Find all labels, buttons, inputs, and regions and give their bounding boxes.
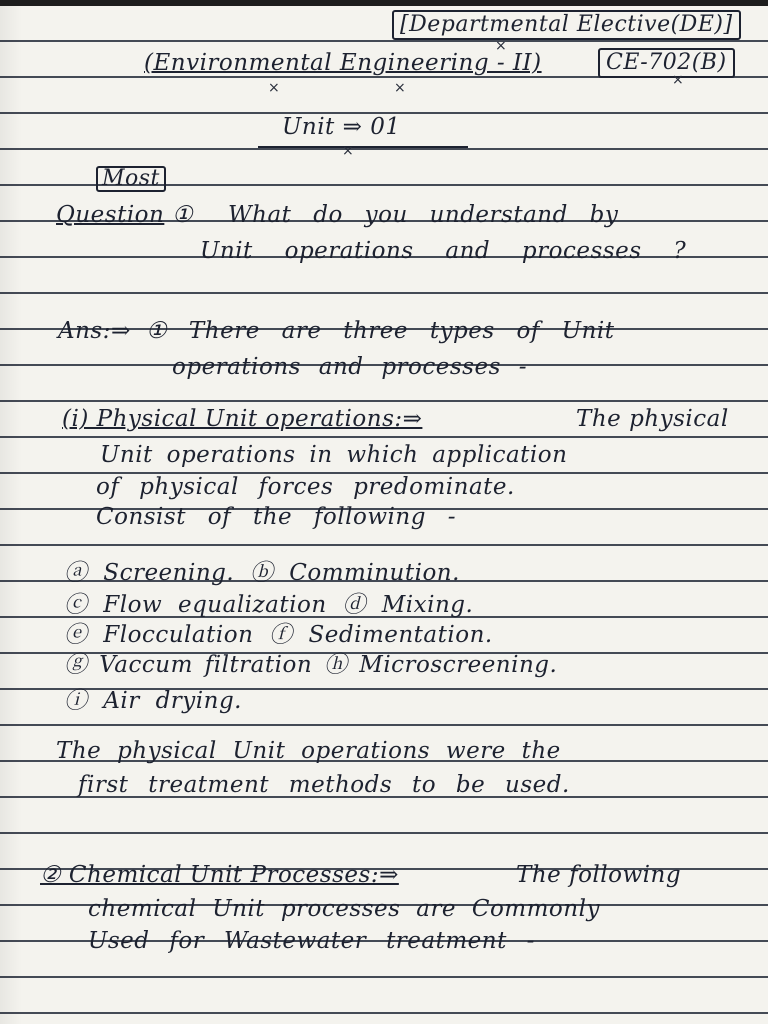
- cross-mark: ×: [268, 80, 280, 96]
- cross-mark: ×: [394, 80, 406, 96]
- most-tag: Most: [96, 166, 166, 192]
- list-item: ⓘ Air drying.: [64, 688, 242, 714]
- answer-label: Ans:⇒: [58, 318, 131, 344]
- list-item: ⓒ Flow equalization ⓓ Mixing.: [64, 592, 474, 618]
- cross-mark: ×: [672, 72, 684, 88]
- list-item: ⓖ Vaccum filtration ⓗ Microscreening.: [64, 652, 558, 678]
- department-label: [Departmental Elective(DE)]: [392, 10, 741, 40]
- chemical-heading-cont: The following: [516, 862, 682, 888]
- physical-heading-cont: The physical: [576, 406, 729, 432]
- course-title: (Environmental Engineering - II): [144, 50, 542, 76]
- physical-heading: (i) Physical Unit operations:⇒: [62, 406, 423, 432]
- physical-note-line-2: first treatment methods to be used.: [78, 772, 570, 798]
- chemical-heading: ② Chemical Unit Processes:⇒: [40, 862, 399, 888]
- unit-underline: [258, 146, 468, 148]
- question-line-2: Unit operations and processes ?: [200, 238, 687, 264]
- question-label: Question: [56, 202, 165, 228]
- course-code: CE-702(B): [598, 48, 735, 78]
- chemical-line-2: chemical Unit processes are Commonly: [88, 896, 600, 922]
- page-top-edge: [0, 0, 768, 6]
- physical-note-line-1: The physical Unit operations were the: [56, 738, 561, 764]
- physical-line-4: Consist of the following -: [96, 504, 457, 530]
- question-line-1: What do you understand by: [228, 202, 619, 228]
- question-number: ①: [172, 202, 194, 228]
- list-item: ⓔ Flocculation ⓕ Sedimentation.: [64, 622, 493, 648]
- answer-line-1: ① There are three types of Unit: [146, 318, 615, 344]
- answer-line-2: operations and processes -: [172, 354, 527, 380]
- unit-heading: Unit ⇒ 01: [282, 114, 401, 140]
- list-item: ⓐ Screening. ⓑ Comminution.: [64, 560, 460, 586]
- physical-line-2: Unit operations in which application: [100, 442, 568, 468]
- physical-line-3: of physical forces predominate.: [96, 474, 515, 500]
- cross-mark: ×: [342, 143, 354, 159]
- cross-mark: ×: [495, 38, 507, 54]
- chemical-line-3: Used for Wastewater treatment -: [88, 928, 535, 954]
